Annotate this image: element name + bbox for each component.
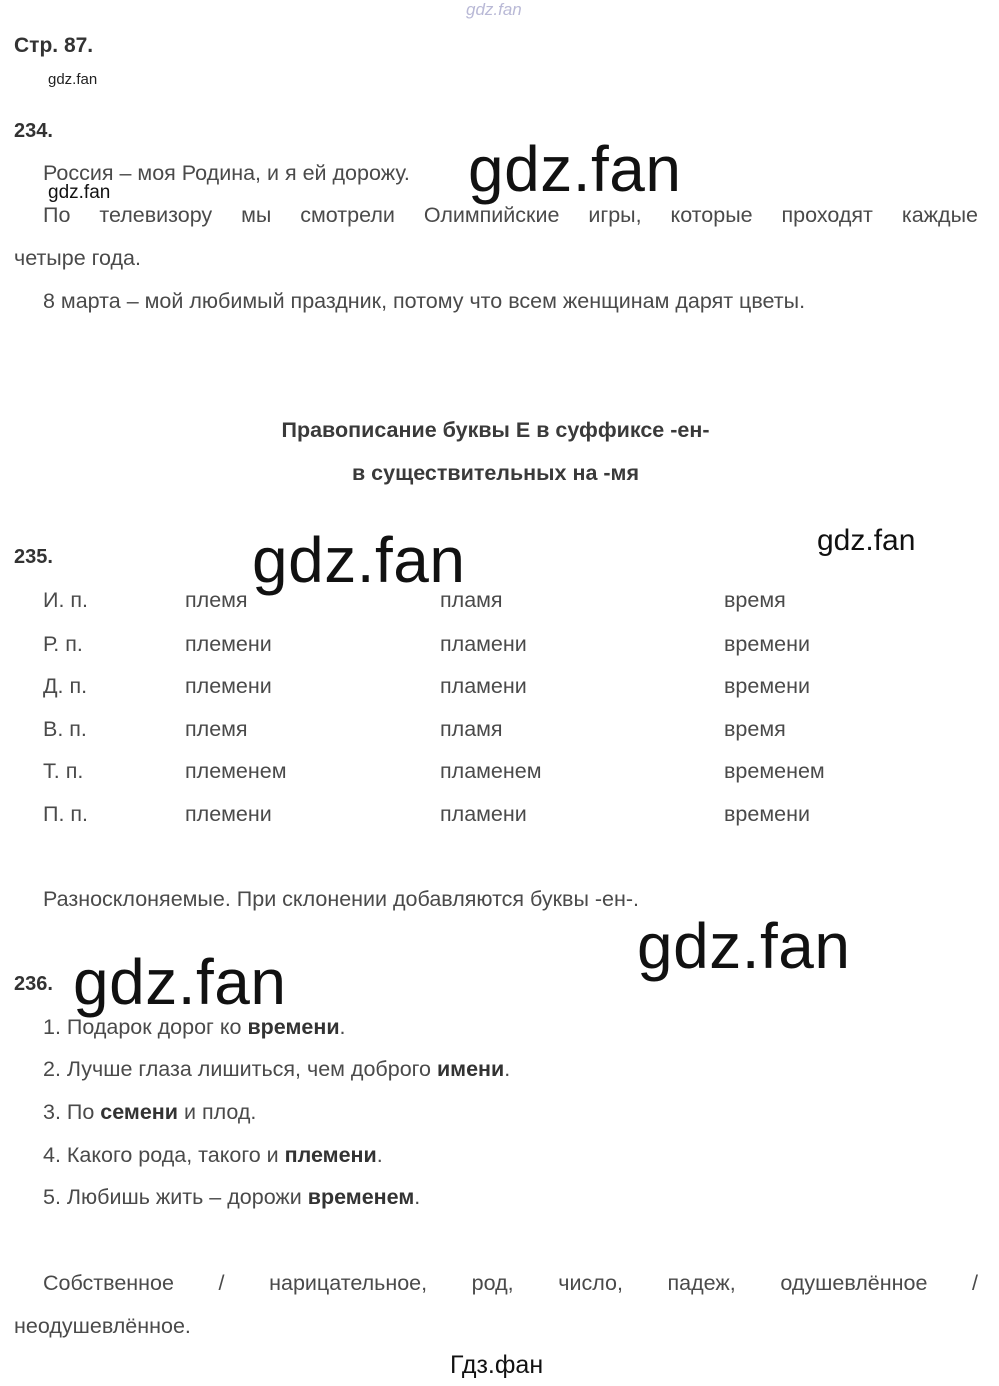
- exercise-235-number: 235.: [14, 546, 53, 568]
- highlighted-word: имени: [436, 1057, 505, 1081]
- page-label: Стр. 87.: [14, 34, 94, 57]
- declension-word: племя: [185, 588, 248, 612]
- exercise-234-number: 234.: [14, 120, 53, 142]
- declension-word: времени: [724, 802, 810, 826]
- declension-word: времени: [724, 632, 810, 656]
- section-heading-line-1: Правописание буквы Е в суффиксе -ен-: [281, 418, 710, 442]
- declension-word: пламени: [440, 674, 527, 698]
- highlighted-word: времени: [247, 1015, 340, 1039]
- declension-word: временем: [724, 759, 825, 783]
- declension-word: времени: [724, 674, 810, 698]
- ex234-line-2: По телевизору мы смотрели Олимпийские игры, которые проходят каждые: [43, 203, 978, 227]
- ex236-summary: Собственное / нарицательное, род, число, падеж, одушевлённое /: [43, 1271, 978, 1295]
- ex235-note: Разносклоняемые. При склонении добавляются буквы -ен-.: [43, 887, 640, 911]
- watermark-small: gdz.fan: [48, 182, 111, 203]
- case-label: П. п.: [43, 802, 89, 826]
- declension-word: время: [724, 717, 786, 741]
- proverb-item: 1. Подарок дорог ко времени.: [43, 1015, 346, 1039]
- watermark-small: gdz.fan: [48, 71, 98, 88]
- case-label: Р. п.: [43, 632, 83, 656]
- declension-word: пламени: [440, 632, 527, 656]
- watermark-large: gdz.fan: [252, 524, 466, 596]
- ex234-line-2-cont: четыре года.: [14, 246, 141, 270]
- case-label: Д. п.: [43, 674, 88, 698]
- watermark-medium: gdz.fan: [817, 524, 916, 557]
- declension-word: пламенем: [440, 759, 542, 783]
- watermark-footer: Гдз.фан: [450, 1351, 544, 1379]
- highlighted-word: временем: [307, 1185, 415, 1209]
- declension-word: племени: [185, 674, 272, 698]
- declension-word: пламя: [440, 717, 503, 741]
- watermark-top: gdz.fan: [466, 0, 522, 19]
- declension-word: пламя: [440, 588, 503, 612]
- declension-word: племя: [185, 717, 248, 741]
- ex236-summary-cont: неодушевлённое.: [14, 1314, 191, 1338]
- declension-word: пламени: [440, 802, 527, 826]
- declension-word: племени: [185, 632, 272, 656]
- proverb-item: 5. Любишь жить – дорожи временем.: [43, 1185, 421, 1209]
- ex234-line-1: Россия – моя Родина, и я ей дорожу.: [43, 161, 410, 185]
- section-heading-line-2: в существительных на -мя: [351, 461, 639, 485]
- exercise-236-number: 236.: [14, 973, 53, 995]
- watermark-large: gdz.fan: [73, 946, 287, 1018]
- declension-word: племенем: [185, 759, 287, 783]
- case-label: В. п.: [43, 717, 87, 741]
- declension-word: племени: [185, 802, 272, 826]
- watermark-large: gdz.fan: [468, 133, 682, 205]
- proverb-item: 2. Лучше глаза лишиться, чем доброго имени.: [43, 1057, 511, 1081]
- ex234-line-3: 8 марта – мой любимый праздник, потому что всем женщинам дарят цветы.: [43, 289, 806, 313]
- case-label: Т. п.: [43, 759, 84, 783]
- highlighted-word: семени: [100, 1100, 178, 1124]
- proverb-item: 3. По семени и плод.: [43, 1100, 257, 1124]
- proverb-item: 4. Какого рода, такого и племени.: [43, 1143, 383, 1167]
- case-label: И. п.: [43, 588, 89, 612]
- declension-word: время: [724, 588, 786, 612]
- highlighted-word: племени: [284, 1143, 377, 1167]
- watermark-large: gdz.fan: [637, 910, 851, 982]
